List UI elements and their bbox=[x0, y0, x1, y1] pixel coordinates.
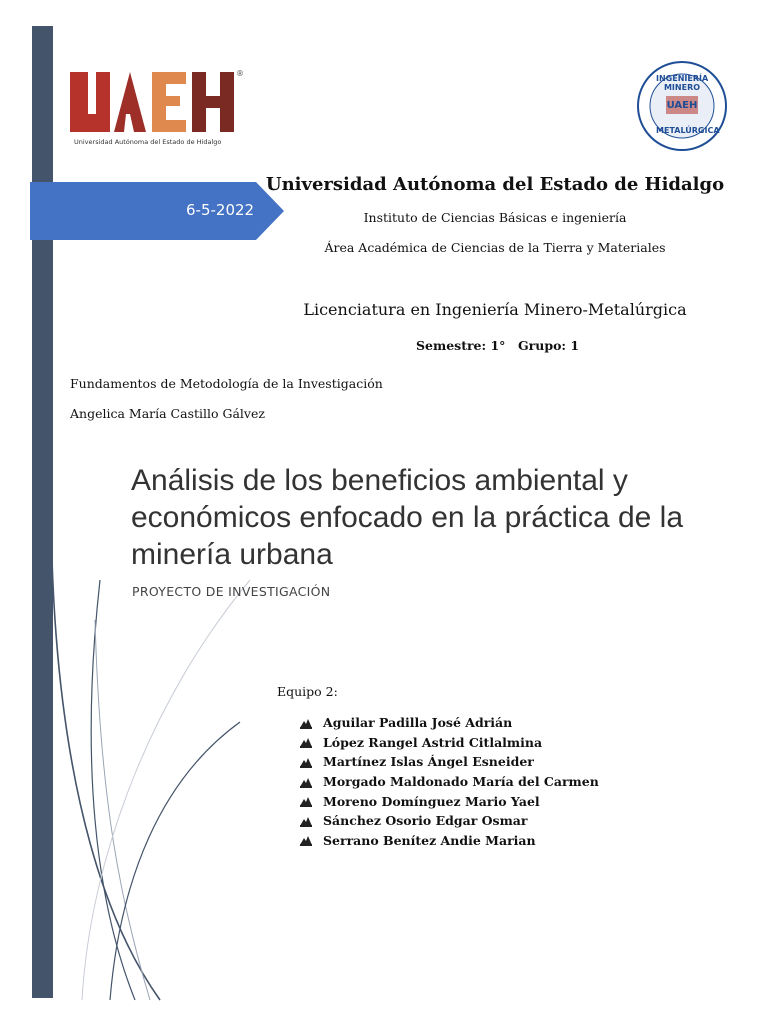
team-member-name: Aguilar Padilla José Adrián bbox=[323, 715, 513, 731]
teacher-name: Angelica María Castillo Gálvez bbox=[70, 406, 265, 421]
team-member bbox=[300, 831, 599, 851]
course-name: Fundamentos de Metodología de la Investigación bbox=[70, 376, 383, 391]
team-member-name: López Rangel Astrid Citlalmina bbox=[323, 734, 543, 750]
team-member bbox=[300, 752, 599, 772]
mountain-bullet-icon bbox=[300, 795, 312, 807]
seal-top-text: INGENIERÍA MINERO bbox=[656, 74, 709, 92]
team-member-name: Morgado Maldonado María del Carmen bbox=[323, 774, 599, 790]
team-member-name: Serrano Benítez Andie Marian bbox=[323, 832, 536, 848]
mountain-bullet-icon bbox=[300, 815, 312, 827]
mountain-bullet-icon bbox=[300, 834, 312, 846]
institute-name: Instituto de Ciencias Básicas e ingeniería bbox=[363, 210, 627, 225]
academic-area: Área Académica de Ciencias de la Tierra y Materiales bbox=[324, 240, 666, 255]
semester-label: Semestre: 1° bbox=[416, 338, 506, 353]
cover-date: 6-5-2022 bbox=[186, 201, 255, 219]
mountain-bullet-icon bbox=[300, 717, 312, 729]
team-member bbox=[300, 772, 599, 792]
team-member bbox=[300, 791, 599, 811]
group-label: Grupo: 1 bbox=[518, 338, 580, 353]
university-name: Universidad Autónoma del Estado de Hidalgo bbox=[265, 174, 725, 195]
seal-center-text: UAEH bbox=[666, 100, 698, 111]
seal-bottom-text: METALÚRGICA bbox=[656, 126, 720, 135]
team-member-list bbox=[300, 713, 599, 850]
team-member-name: Moreno Domínguez Mario Yael bbox=[323, 793, 540, 809]
team-member-name: Martínez Islas Ángel Esneider bbox=[323, 754, 534, 770]
team-member bbox=[300, 713, 599, 733]
mountain-bullet-icon bbox=[300, 736, 312, 748]
team-member bbox=[300, 733, 599, 753]
team-member bbox=[300, 811, 599, 831]
mountain-bullet-icon bbox=[300, 776, 312, 788]
document-subtitle: PROYECTO DE INVESTIGACIÓN bbox=[132, 584, 331, 599]
uaeh-logo bbox=[68, 66, 242, 148]
registered-mark: ® bbox=[236, 69, 244, 78]
team-label: Equipo 2: bbox=[277, 684, 338, 699]
degree-name: Licenciatura en Ingeniería Minero-Metalúrgica bbox=[303, 300, 687, 319]
team-member-name: Sánchez Osorio Edgar Osmar bbox=[323, 813, 528, 829]
mountain-bullet-icon bbox=[300, 756, 312, 768]
logo-caption: Universidad Autónoma del Estado de Hidalgo bbox=[74, 138, 222, 146]
document-title: Análisis de los beneficios ambiental y económicos enfocado en la práctica de la minería urbana bbox=[131, 464, 684, 571]
